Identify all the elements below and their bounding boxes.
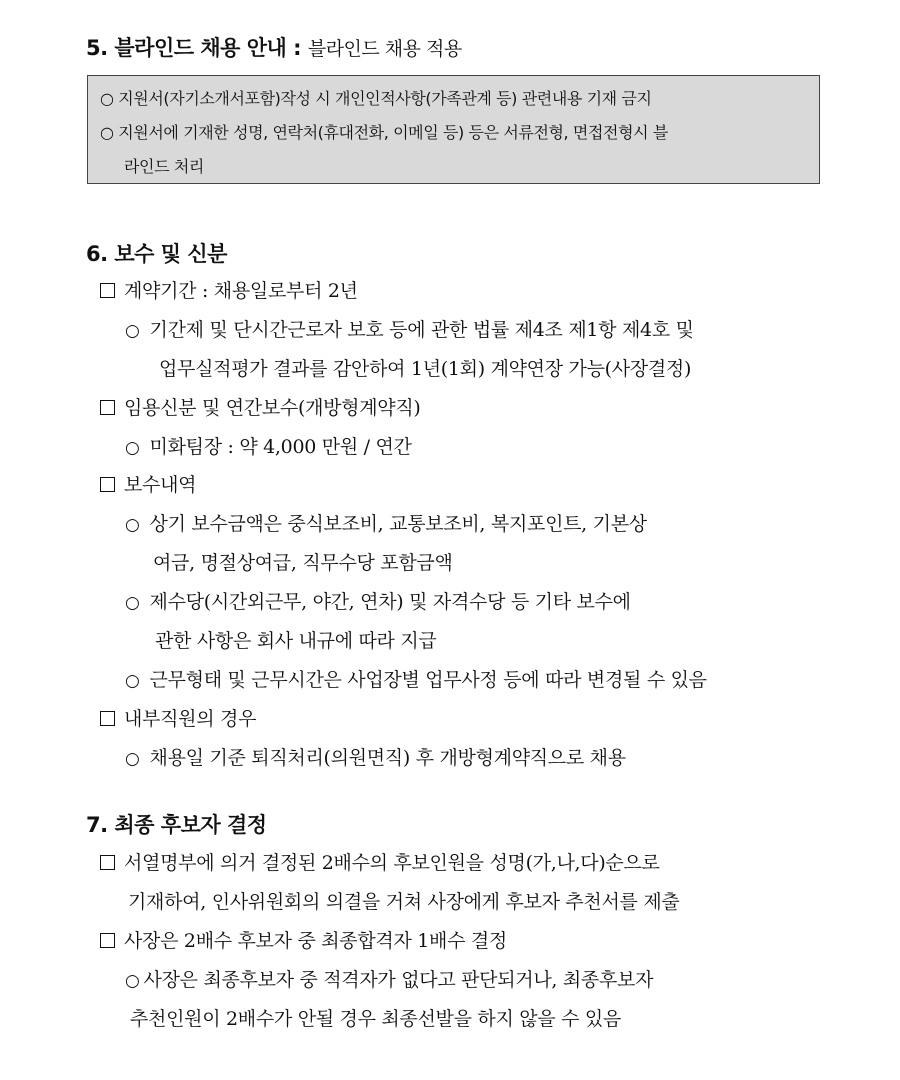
sub-item-allowances-cont: 관한 사항은 회사 내규에 따라 지급 xyxy=(155,630,437,652)
checkbox-square-icon xyxy=(100,711,115,726)
item-internal-staff: 내부직원의 경우 xyxy=(100,704,256,731)
sub-item-no-selection-cont: 추천인원이 2배수가 안될 경우 최종선발을 하지 않을 수 있음 xyxy=(130,1008,622,1030)
box-line-2: ○ 지원서에 기재한 성명, 연락처(휴대전화, 이메일 등) 등은 서류전형, 면접전형시 블 xyxy=(100,123,668,142)
item-ranking-list: 서열명부에 의거 결정된 2배수의 후보인원을 성명(가,나,다)순으로 xyxy=(100,848,660,875)
item-pay-details: 보수내역 xyxy=(100,470,196,497)
sub-item-pay-included: ○ 상기 보수금액은 중식보조비, 교통보조비, 복지포인트, 기본상 xyxy=(125,513,647,535)
checkbox-square-icon xyxy=(100,400,115,415)
circle-bullet-icon: ○ xyxy=(125,321,140,341)
sub-item-law-basis: ○ 기간제 및 단시간근로자 보호 등에 관한 법률 제4조 제1항 제4호 및 xyxy=(125,319,694,341)
circle-bullet-icon: ○ xyxy=(125,671,140,691)
sub-item-pay-included-cont: 여금, 명절상여급, 직무수당 포함금액 xyxy=(153,552,453,574)
section-6-heading: 6. 보수 및 신분 xyxy=(86,242,227,266)
sub-item-law-basis-cont: 업무실적평가 결과를 감안하여 1년(1회) 계약연장 가능(사장결정) xyxy=(159,358,692,380)
circle-bullet-icon: ○ xyxy=(125,515,140,535)
section-7-heading: 7. 최종 후보자 결정 xyxy=(86,813,267,837)
sub-item-work-type: ○ 근무형태 및 근무시간은 사업장별 업무사정 등에 따라 변경될 수 있음 xyxy=(125,669,707,691)
section-5-heading xyxy=(86,32,462,62)
sub-item-no-selection: ○ 사장은 최종후보자 중 적격자가 없다고 판단되거나, 최종후보자 xyxy=(125,969,654,991)
sub-item-allowances: ○ 제수당(시간외근무, 야간, 연차) 및 자격수당 등 기타 보수에 xyxy=(125,591,631,613)
circle-bullet-icon: ○ xyxy=(125,438,140,458)
item-contract-period: 계약기간 : 채용일로부터 2년 xyxy=(100,276,358,303)
checkbox-square-icon xyxy=(100,283,115,298)
checkbox-square-icon xyxy=(100,477,115,492)
circle-bullet-icon: ○ xyxy=(125,749,140,769)
section-5-subtitle: 블라인드 채용 적용 xyxy=(307,38,462,60)
blind-recruitment-box xyxy=(87,75,820,184)
circle-bullet-icon: ○ xyxy=(125,971,140,991)
circle-bullet-icon: ○ xyxy=(125,593,140,613)
checkbox-square-icon xyxy=(100,933,115,948)
box-line-1: ○ 지원서(자기소개서포함)작성 시 개인인적사항(가족관계 등) 관련내용 기재 금지 xyxy=(100,89,652,108)
box-line-3: 라인드 처리 xyxy=(124,157,204,176)
item-employment-status: 임용신분 및 연간보수(개방형계약직) xyxy=(100,393,421,420)
section-5-title: 5. 블라인드 채용 안내 : xyxy=(86,36,308,60)
sub-item-internal-hire: ○ 채용일 기준 퇴직처리(의원면직) 후 개방형계약직으로 채용 xyxy=(125,747,626,769)
item-ranking-list-cont: 기재하여, 인사위원회의 의결을 거쳐 사장에게 후보자 추천서를 제출 xyxy=(128,891,680,913)
sub-item-salary: ○ 미화팀장 : 약 4,000 만원 / 연간 xyxy=(125,436,412,458)
checkbox-square-icon xyxy=(100,855,115,870)
item-final-decision: 사장은 2배수 후보자 중 최종합격자 1배수 결정 xyxy=(100,926,507,953)
